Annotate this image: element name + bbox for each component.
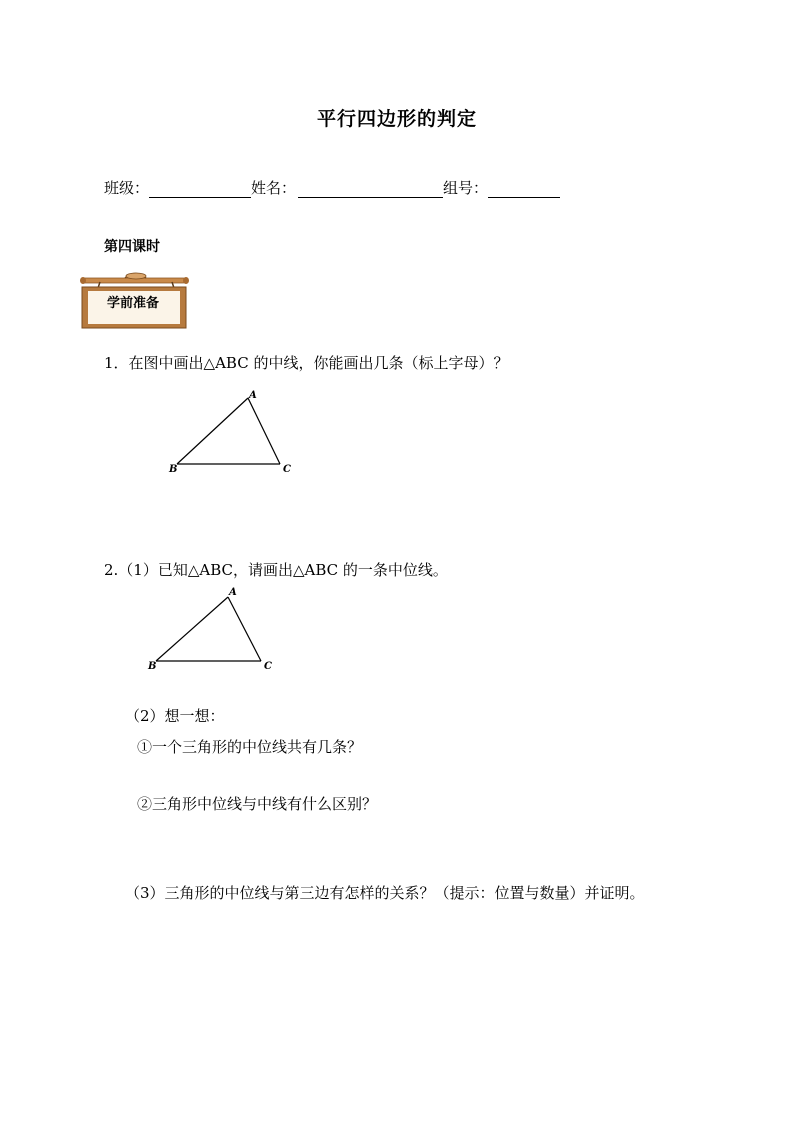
vertex-label-c: C bbox=[283, 464, 291, 475]
class-blank[interactable] bbox=[149, 179, 251, 198]
triangle-abc-1[interactable] bbox=[160, 383, 310, 483]
side-ca bbox=[228, 597, 261, 661]
group-blank[interactable] bbox=[488, 179, 560, 198]
question-2-part-2: （2）想一想： bbox=[125, 707, 225, 725]
name-label: 姓名： bbox=[251, 179, 297, 197]
question-1: 1．在图中画出△ABC 的中线，你能画出几条（标上字母）？ bbox=[104, 354, 509, 372]
question-2-part-3: （3）三角形的中位线与第三边有怎样的关系？（提示：位置与数量）并证明。 bbox=[125, 884, 645, 902]
badge-label: 学前准备 bbox=[106, 296, 159, 311]
question-2-sub-2: ②三角形中位线与中线有什么区别？ bbox=[137, 795, 378, 813]
vertex-label-b: B bbox=[148, 661, 157, 672]
class-label: 班级： bbox=[104, 179, 150, 197]
side-ab bbox=[177, 398, 248, 464]
vertex-label-b: B bbox=[169, 464, 178, 475]
triangle-abc-2[interactable] bbox=[140, 580, 290, 680]
side-ab bbox=[156, 597, 228, 661]
vertex-label-c: C bbox=[264, 661, 272, 672]
lesson-heading: 第四课时 bbox=[104, 239, 160, 255]
group-label: 组号： bbox=[443, 179, 489, 197]
page-title: 平行四边形的判定 bbox=[316, 108, 477, 130]
name-blank[interactable] bbox=[298, 179, 443, 198]
vertex-label-a: A bbox=[249, 390, 257, 401]
student-info-line bbox=[104, 177, 560, 198]
question-2-sub-1: ①一个三角形的中位线共有几条？ bbox=[137, 738, 363, 756]
question-2-part-1: 2.（1）已知△ABC，请画出△ABC 的一条中位线。 bbox=[104, 561, 448, 579]
vertex-label-a: A bbox=[229, 587, 237, 598]
section-badge bbox=[80, 270, 190, 330]
side-ca bbox=[248, 398, 280, 464]
